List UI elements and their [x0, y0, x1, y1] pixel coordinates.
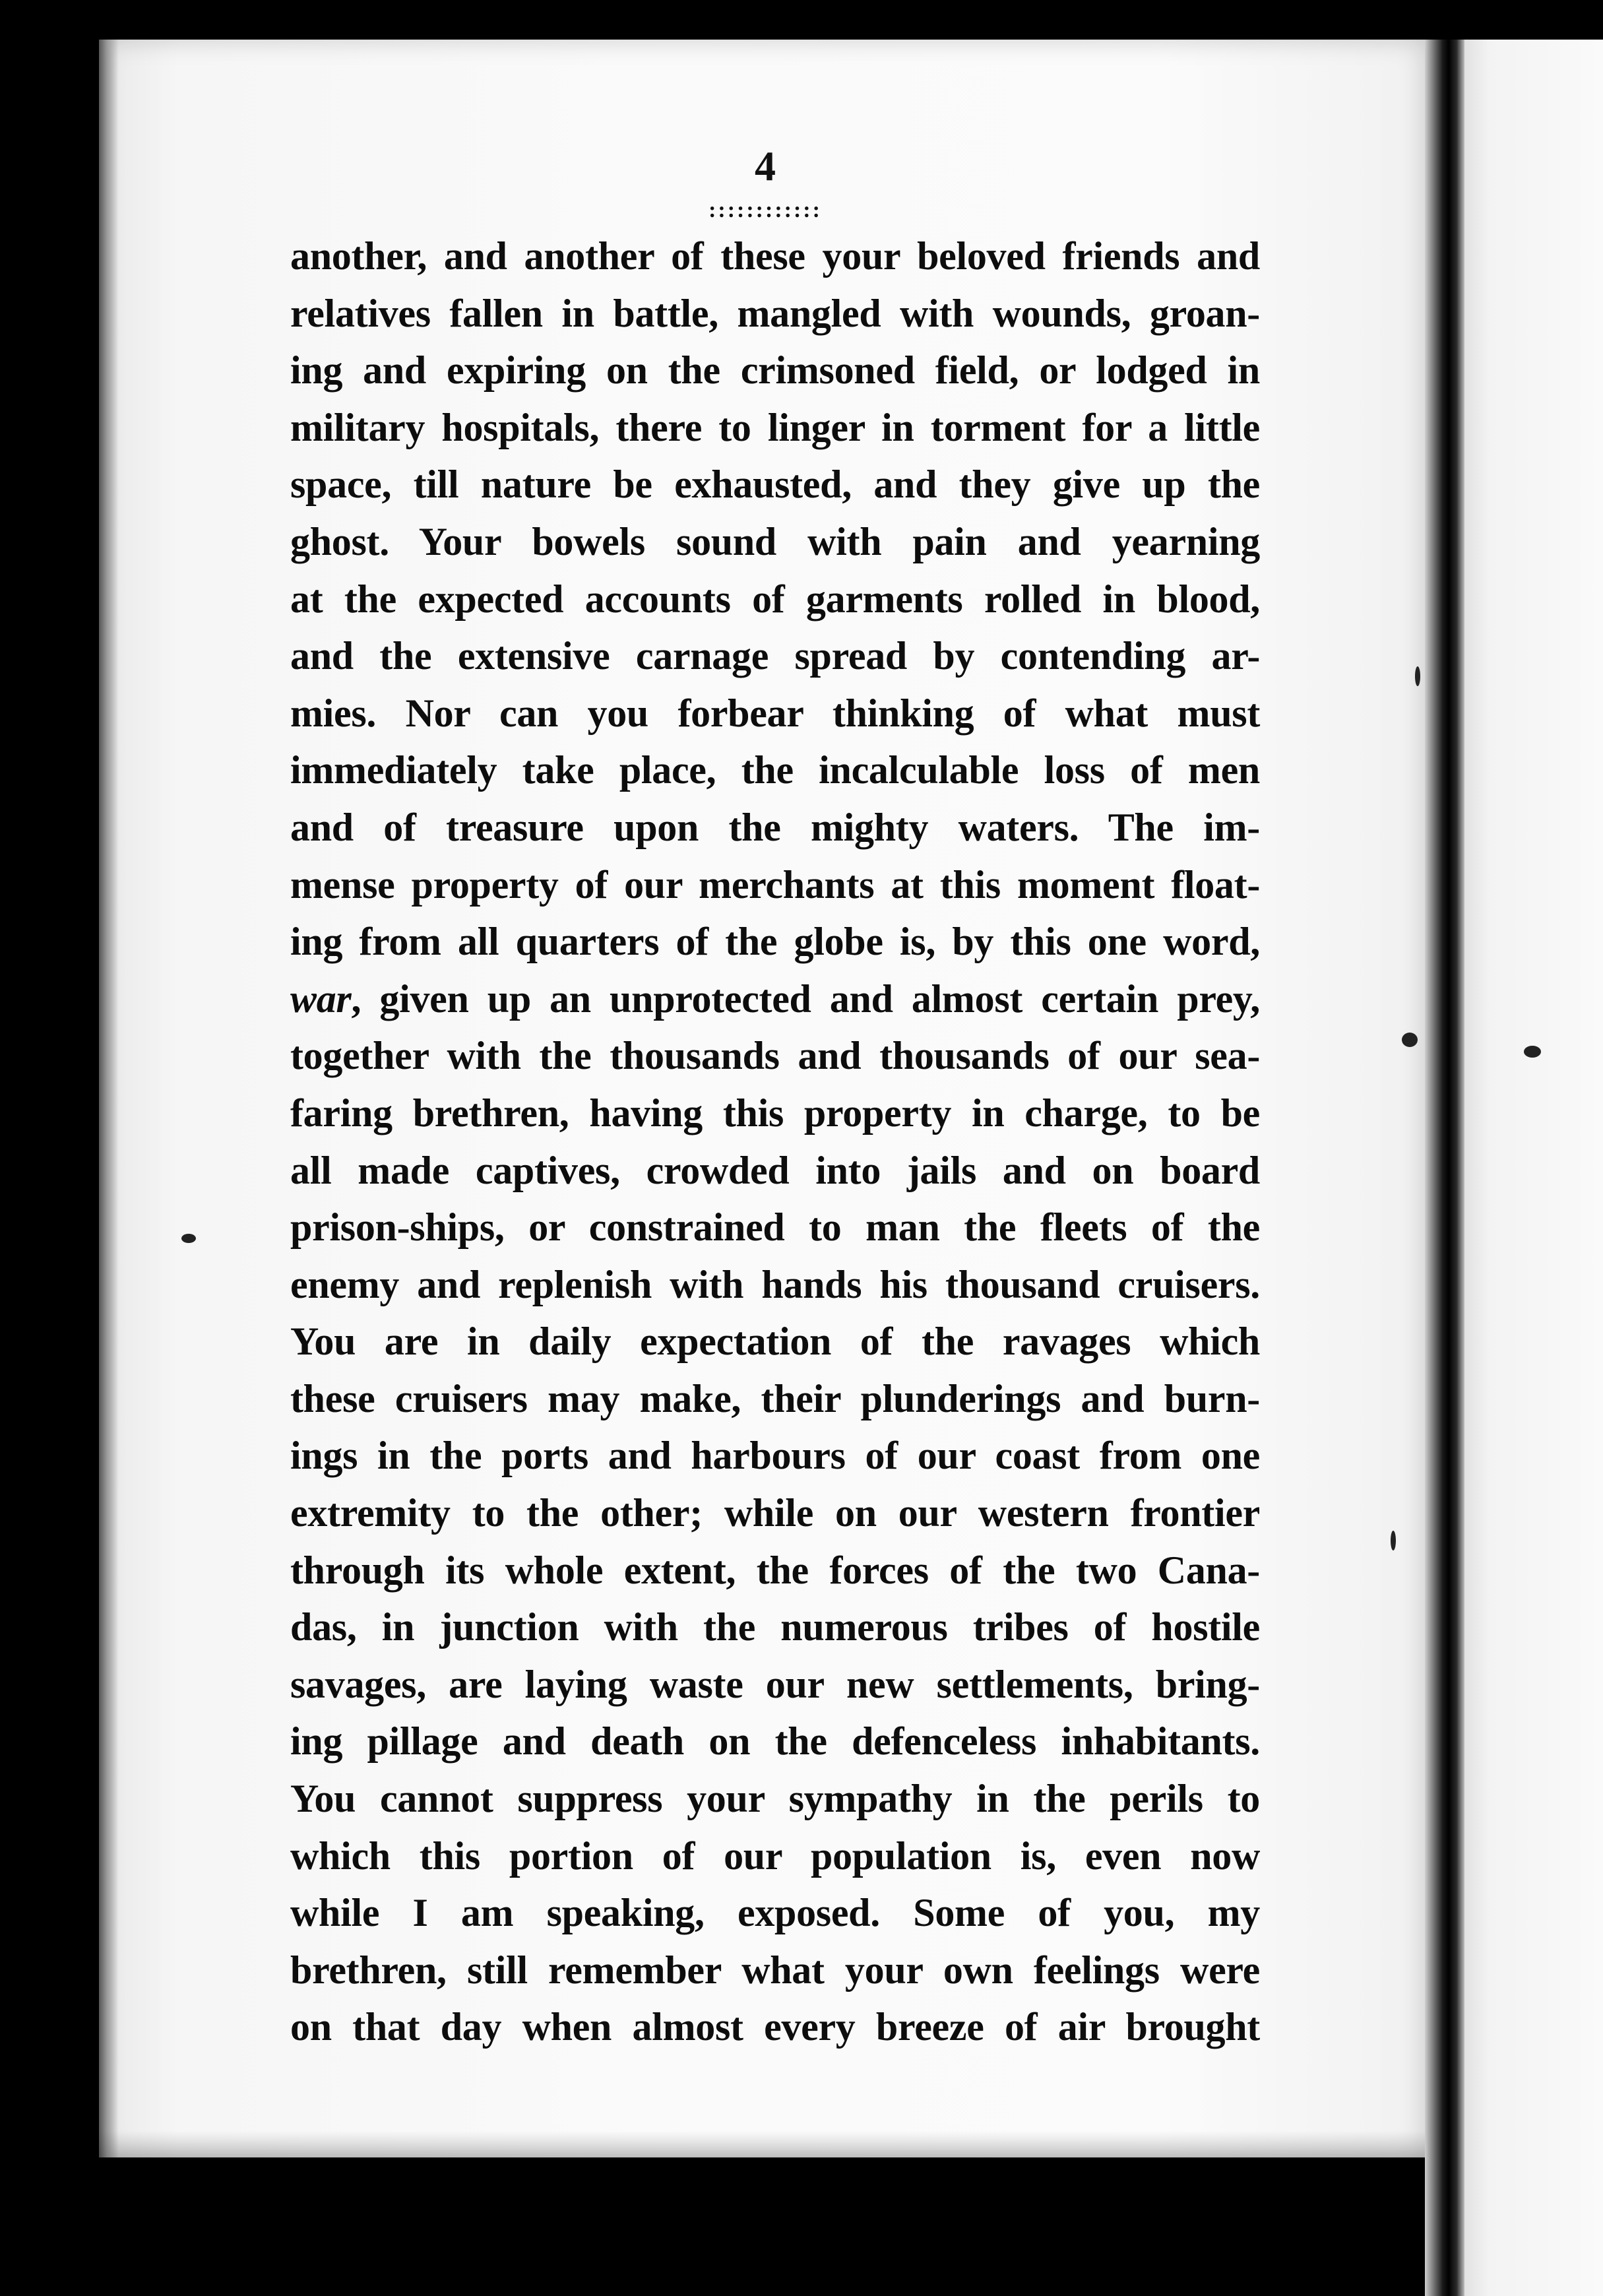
page-bottom-shadow — [99, 2131, 1425, 2171]
text-line: these cruisers may make, their plunderings and burn- — [290, 1376, 1260, 1420]
scan-speck — [1524, 1046, 1541, 1058]
text-line: brethren, still remember what your own feelings were — [290, 1948, 1260, 1992]
text-line: ings in the ports and harbours of our coast from one — [290, 1434, 1260, 1478]
text-line: relatives fallen in battle, mangled with wounds, groan- — [290, 291, 1260, 335]
page-left-edge — [99, 40, 119, 2157]
text-line: ing and expiring on the crimsoned field, or lodged in — [290, 348, 1260, 393]
text-line: through its whole extent, the forces of the two Cana- — [290, 1548, 1260, 1592]
text-line: on that day when almost every breeze of air brought — [290, 2005, 1260, 2049]
adjacent-page — [1451, 40, 1603, 2296]
text-line: which this portion of our population is, even now — [290, 1834, 1260, 1878]
text-line: You are in daily expectation of the ravages which — [290, 1320, 1260, 1364]
scan-speck — [1402, 1033, 1418, 1047]
text-line-rest: , given up an unprotected and almost certain prey, — [351, 976, 1260, 1021]
text-line: ing from all quarters of the globe is, by this one word, — [290, 920, 1260, 964]
text-line: ghost. Your bowels sound with pain and yearning — [290, 519, 1260, 563]
text-line: together with the thousands and thousands of our sea- — [290, 1034, 1260, 1078]
text-line: faring brethren, having this property in charge, to be — [290, 1091, 1260, 1135]
text-line: and of treasure upon the mighty waters. The im- — [290, 805, 1260, 849]
text-line: das, in junction with the numerous tribes of hostile — [290, 1605, 1260, 1649]
text-line: immediately take place, the incalculable loss of men — [290, 748, 1260, 792]
ornament-rule: :::::::::::: — [708, 198, 822, 222]
text-line: while I am speaking, exposed. Some of you, my — [290, 1891, 1260, 1935]
text-line: and the extensive carnage spread by contending ar- — [290, 634, 1260, 678]
text-line: You cannot suppress your sympathy in the perils to — [290, 1777, 1260, 1821]
text-line: enemy and replenish with hands his thousand cruisers. — [290, 1262, 1260, 1306]
text-line: at the expected accounts of garments rolled in blood, — [290, 577, 1260, 621]
text-line: space, till nature be exhausted, and they give up the — [290, 462, 1260, 507]
text-line: extremity to the other; while on our western frontier — [290, 1491, 1260, 1535]
italic-word: war — [290, 976, 352, 1021]
text-line: all made captives, crowded into jails and on board — [290, 1148, 1260, 1192]
text-line: prison-ships, or constrained to man the fleets of the — [290, 1205, 1260, 1250]
scan-speck — [181, 1234, 196, 1243]
text-line: another, and another of these your beloved friends and — [290, 234, 1260, 278]
scan-speck — [1415, 666, 1420, 686]
text-line: mies. Nor can you forbear thinking of what must — [290, 691, 1260, 735]
text-line-with-italic — [290, 971, 1260, 1028]
text-line: mense property of our merchants at this moment float- — [290, 862, 1260, 907]
text-line: savages, are laying waste our new settlements, bring- — [290, 1662, 1260, 1706]
page-body-text — [290, 228, 1260, 2056]
text-line: ing pillage and death on the defenceless inhabitants. — [290, 1719, 1260, 1764]
binding-gutter — [1425, 40, 1464, 2296]
text-line: military hospitals, there to linger in torment for a little — [290, 405, 1260, 449]
scan-speck — [1391, 1531, 1396, 1550]
page-number: 4 — [755, 143, 776, 189]
